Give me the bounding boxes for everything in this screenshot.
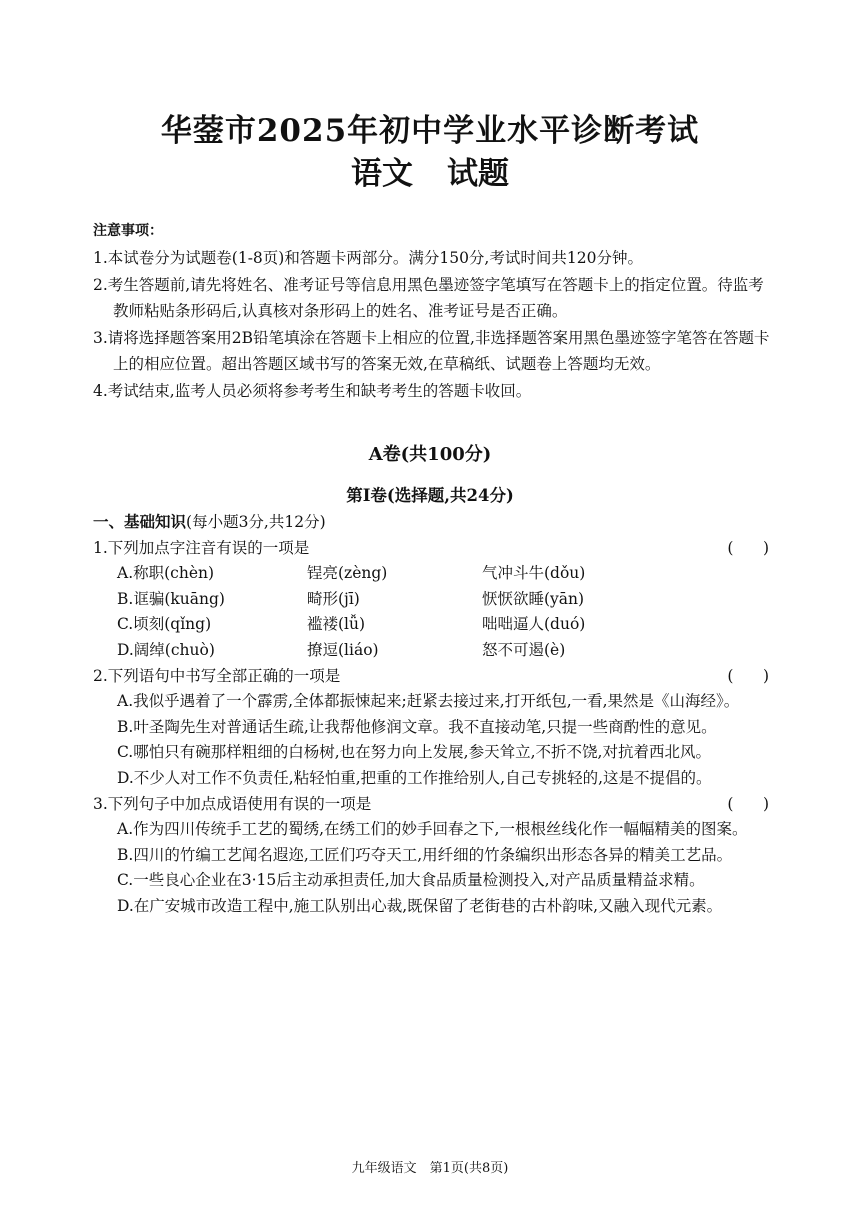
q1-option-row-a bbox=[93, 561, 773, 587]
option-cell: D.阔绰(chuò) bbox=[117, 640, 215, 659]
question-stem: 2.下列语句中书写全部正确的一项是 bbox=[93, 666, 341, 685]
option-cell: 怒不可遏(è) bbox=[482, 640, 566, 659]
question-1-stem bbox=[93, 536, 773, 562]
question-stem: 3.下列句子中加点成语使用有误的一项是 bbox=[93, 794, 372, 813]
answer-blank: ( ) bbox=[727, 666, 769, 685]
notes-list bbox=[93, 245, 773, 404]
q1-option-row-d bbox=[93, 638, 773, 664]
option-cell: 畸形(jī) bbox=[307, 589, 360, 608]
answer-blank: ( ) bbox=[727, 538, 769, 557]
question-stem: 1.下列加点字注音有误的一项是 bbox=[93, 538, 310, 557]
note-item: 3.请将选择题答案用2B铅笔填涂在答题卡上相应的位置,非选择题答案用黑色墨迹签字笔答在答题卡上的相应位置。超出答题区域书写的答案无效,在草稿纸、试题卷上答题均无效。 bbox=[93, 328, 770, 373]
paper-label: 试题 bbox=[447, 156, 509, 192]
basic-title: 一、基础知识 bbox=[93, 512, 187, 531]
option-cell: 锃亮(zèng) bbox=[307, 564, 388, 583]
answer-blank: ( ) bbox=[727, 794, 769, 813]
option-cell: 褴褛(lǚ) bbox=[307, 615, 366, 634]
q1-option-row-b bbox=[93, 587, 773, 613]
q3-option-d: D.在广安城市改造工程中,施工队别出心裁,既保留了老街巷的古朴韵味,又融入现代元素。 bbox=[117, 896, 723, 915]
part-1-heading: 第Ⅰ卷(选择题,共24分) bbox=[346, 486, 514, 505]
subject-label: 语文 bbox=[351, 156, 413, 192]
q1-option-row-c bbox=[93, 612, 773, 638]
notes-heading: 注意事项： bbox=[93, 223, 163, 239]
question-3-stem bbox=[93, 792, 773, 818]
option-cell: B.诓骗(kuāng) bbox=[117, 589, 225, 608]
option-cell: 气冲斗牛(dǒu) bbox=[482, 564, 586, 583]
option-cell: 咄咄逼人(duó) bbox=[482, 615, 586, 634]
option-cell: 撩逗(liáo) bbox=[307, 640, 379, 659]
q3-option-a: A.作为四川传统手工艺的蜀绣,在绣工们的妙手回春之下,一根根丝线化作一幅幅精美的图案。 bbox=[117, 820, 748, 839]
question-2-stem bbox=[93, 664, 773, 690]
basic-section-heading bbox=[93, 509, 773, 536]
q2-option-c: C.哪怕只有碗那样粗细的白杨树,也在努力向上发展,参天耸立,不折不饶,对抗着西北风。 bbox=[117, 743, 711, 762]
exam-title: 华蓥市2025年初中学业水平诊断考试 bbox=[160, 113, 700, 149]
q2-option-a: A.我似乎遇着了一个霹雳,全体都振悚起来;赶紧去接过来,打开纸包,一看,果然是《山海经》。 bbox=[117, 692, 740, 711]
question-body bbox=[93, 509, 773, 920]
option-cell: C.顷刻(qǐng) bbox=[117, 615, 212, 634]
page-footer: 九年级语文 第1页(共8页) bbox=[351, 1161, 509, 1176]
q2-option-d: D.不少人对工作不负责任,粘轻怕重,把重的工作推给别人,自己专挑轻的,这是不提倡的。 bbox=[117, 768, 712, 787]
option-cell: 恹恹欲睡(yān) bbox=[482, 589, 585, 608]
volume-a-heading: A卷(共100分) bbox=[368, 444, 492, 465]
exam-subtitle bbox=[0, 148, 860, 193]
option-cell: A.称职(chèn) bbox=[117, 564, 215, 583]
note-item: 4.考试结束,监考人员必须将参考考生和缺考考生的答题卡收回。 bbox=[93, 381, 532, 400]
q3-option-b: B.四川的竹编工艺闻名遐迩,工匠们巧夺天工,用纤细的竹条编织出形态各异的精美工艺品。 bbox=[117, 845, 733, 864]
note-item: 1.本试卷分为试题卷(1-8页)和答题卡两部分。满分150分,考试时间共120分钟。 bbox=[93, 249, 643, 267]
note-item: 2.考生答题前,请先将姓名、准考证号等信息用黑色墨迹签字笔填写在答题卡上的指定位置。待监考教师粘贴条形码后,认真核对条形码上的姓名、准考证号是否正确。 bbox=[93, 275, 764, 320]
q3-option-c: C.一些良心企业在3·15后主动承担责任,加大食品质量检测投入,对产品质量精益求精。 bbox=[117, 871, 705, 890]
q2-option-b: B.叶圣陶先生对普通话生疏,让我帮他修润文章。我不直接动笔,只提一些商酌性的意见。 bbox=[117, 717, 717, 736]
basic-note: (每小题3分,共12分) bbox=[186, 513, 326, 531]
